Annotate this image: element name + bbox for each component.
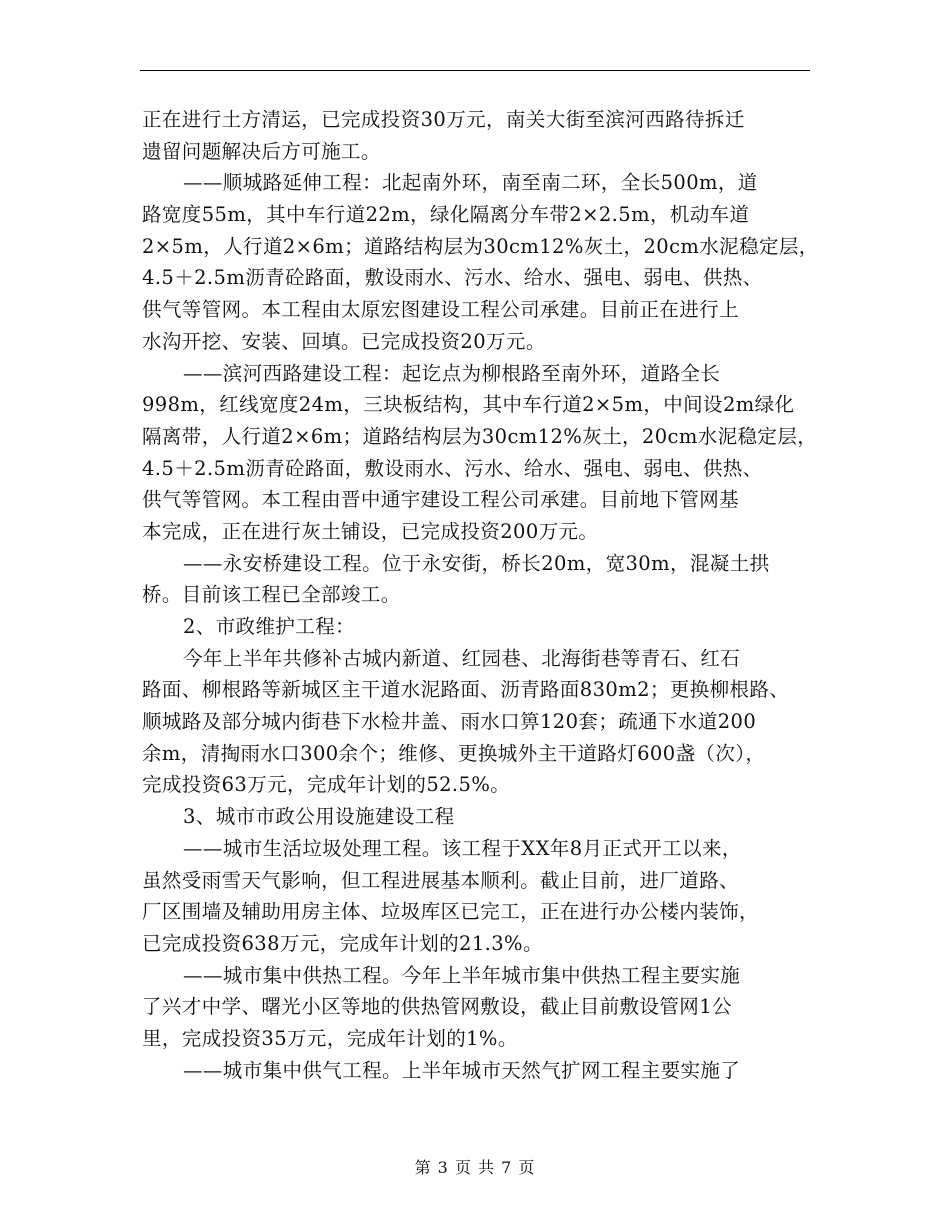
- document-body: [142, 104, 819, 1086]
- text-line: 路宽度55m，其中车行道22m，绿化隔离分车带2×2.5m，机动车道: [142, 203, 750, 227]
- text-line: ——永安桥建设工程。位于永安街，桥长20m，宽30m，混凝土拱: [183, 551, 770, 575]
- text-line: 4.5＋2.5m沥青砼路面，敷设雨水、污水、给水、强电、弱电、供热、: [142, 456, 763, 480]
- text-line: 余m，清掏雨水口300余个；维修、更换城外主干道路灯600盏（次），: [142, 741, 766, 765]
- text-line: 隔离带，人行道2×6m；道路结构层为30cm12%灰土，20cm水泥稳定层，: [142, 424, 818, 448]
- text-line: 厂区围墙及辅助用房主体、垃圾库区已完工，正在进行办公楼内装饰，: [142, 900, 759, 924]
- text-line: 今年上半年共修补古城内新道、红园巷、北海街巷等青石、红石: [183, 646, 741, 670]
- text-line: 2×5m，人行道2×6m；道路结构层为30cm12%灰土，20cm水泥稳定层，: [142, 234, 819, 258]
- text-line: ——顺城路延伸工程：北起南外环，南至南二环，全长500m，道: [183, 171, 758, 195]
- text-line: 供气等管网。本工程由太原宏图建设工程公司承建。目前正在进行上: [142, 298, 740, 322]
- text-line: ——城市生活垃圾处理工程。该工程于XX年8月正式开工以来，: [183, 836, 742, 860]
- text-line: 本完成，正在进行灰土铺设，已完成投资200万元。: [142, 519, 599, 543]
- section-heading: 2、市政维护工程：: [183, 615, 356, 638]
- text-line: 供气等管网。本工程由晋中通宇建设工程公司承建。目前地下管网基: [142, 488, 740, 512]
- text-line: 已完成投资638万元，完成年计划的21.3%。: [142, 931, 543, 955]
- text-line: 桥。目前该工程已全部竣工。: [142, 583, 401, 607]
- text-line: 水沟开挖、安装、回填。已完成投资20万元。: [142, 329, 546, 353]
- text-line: 4.5＋2.5m沥青砼路面，敷设雨水、污水、给水、强电、弱电、供热、: [142, 266, 763, 290]
- header-rule: [140, 70, 810, 71]
- text-line: 顺城路及部分城内街巷下水检井盖、雨水口箅120套；疏通下水道200: [142, 710, 757, 734]
- text-line: ——滨河西路建设工程：起讫点为柳根路至南外环，道路全长: [183, 361, 721, 385]
- text-line: ——城市集中供热工程。今年上半年城市集中供热工程主要实施: [183, 963, 741, 987]
- text-line: 虽然受雨雪天气影响，但工程进展基本顺利。截止目前，进厂道路、: [142, 868, 740, 892]
- text-line: ——城市集中供气工程。上半年城市天然气扩网工程主要实施了: [183, 1058, 741, 1082]
- page-number-footer: 第 3 页 共 7 页: [414, 1158, 536, 1177]
- text-line: 完成投资63万元，完成年计划的52.5%。: [142, 773, 511, 797]
- text-line: 正在进行土方清运，已完成投资30万元，南关大街至滨河西路待拆迁: [142, 108, 745, 131]
- text-line: 里，完成投资35万元，完成年计划的1%。: [142, 1026, 518, 1050]
- text-line: 了兴才中学、曙光小区等地的供热管网敷设，截止目前敷设管网1公: [142, 995, 732, 1019]
- text-line: 路面、柳根路等新城区主干道水泥路面、沥青路面830m2；更换柳根路、: [142, 678, 790, 702]
- section-heading: 3、城市市政公用设施建设工程: [183, 805, 455, 829]
- text-line: 998m，红线宽度24m，三块板结构，其中车行道2×5m，中间设2m绿化: [142, 393, 795, 417]
- text-line: 遗留问题解决后方可施工。: [142, 139, 381, 163]
